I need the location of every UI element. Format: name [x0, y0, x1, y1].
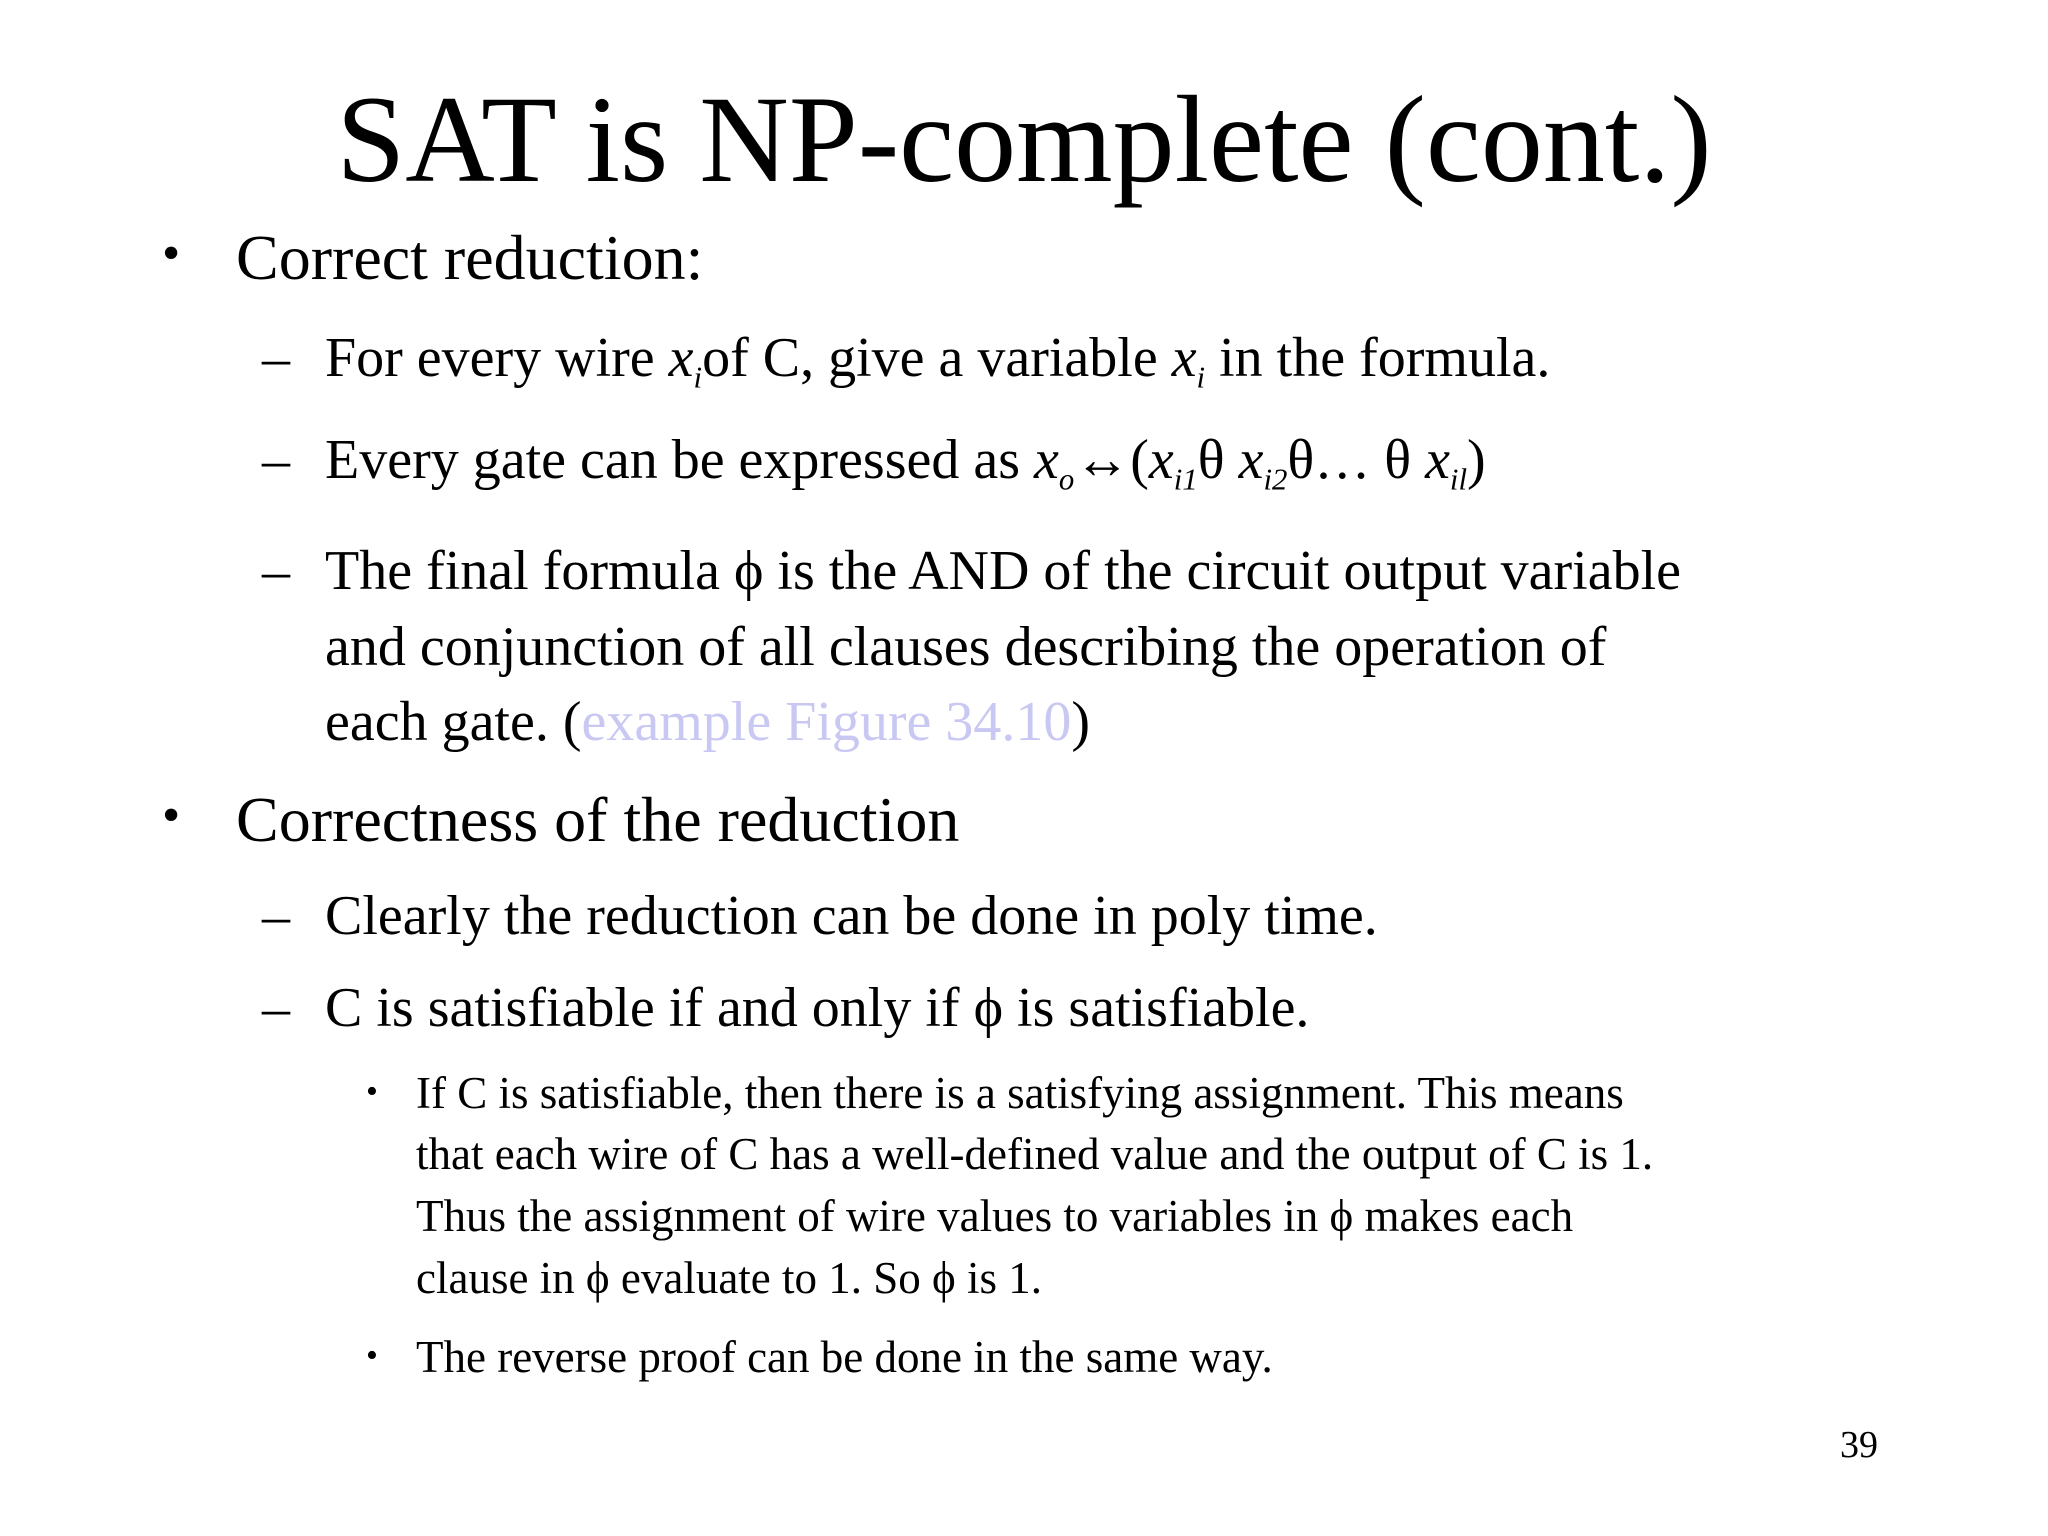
math-variable: x [1034, 429, 1059, 491]
bullet-marker: • [162, 225, 181, 282]
math-variable: x [1171, 327, 1197, 389]
bullet-text: Correctness of the reduction [236, 784, 960, 855]
text-segment: each gate. ( [325, 691, 582, 753]
subsubbullet-text: The reverse proof can be done in the same way. [416, 1332, 1273, 1382]
figure-link[interactable]: example Figure 34.10 [581, 691, 1072, 753]
subsubbullet-text-line3: Thus the assignment of wire values to variables in ϕ makes each [416, 1191, 1574, 1241]
text-segment: For every wire [325, 327, 669, 389]
dash-marker: – [262, 429, 290, 491]
math-variable: x [668, 327, 694, 389]
subbullet-text: C is satisfiable if and only if ϕ is satisfiable. [325, 977, 1310, 1039]
subsubbullet-text-line2: that each wire of C has a well-defined value and the output of C is 1. [416, 1129, 1654, 1179]
math-variable: x [1238, 429, 1264, 491]
math-subscript: i2 [1263, 462, 1288, 497]
math-operator: θ… θ [1287, 429, 1426, 491]
dash-marker: – [262, 327, 290, 389]
text-segment: ) [1071, 691, 1091, 753]
math-subscript: i [1196, 360, 1206, 395]
subbullet-text-line3 [325, 691, 1091, 753]
bullet-text: Correct reduction: [236, 222, 704, 293]
dash-marker: – [262, 885, 290, 947]
math-operator: θ [1197, 429, 1239, 491]
text-segment: of C, give a variable [702, 327, 1172, 389]
subsubbullet-text-line4: clause in ϕ evaluate to 1. So ϕ is 1. [416, 1253, 1043, 1303]
math-subscript: i1 [1173, 462, 1198, 497]
math-subscript: o [1058, 462, 1075, 497]
slide-title: SAT is NP-complete (cont.) [336, 71, 1712, 208]
math-variable: x [1148, 429, 1174, 491]
math-operator: ) [1467, 429, 1486, 491]
math-subscript: il [1449, 462, 1468, 497]
math-variable: x [1425, 429, 1450, 491]
text-segment: in the formula. [1205, 327, 1551, 389]
bullet-marker: • [162, 787, 181, 844]
subbullet-text-line2: and conjunction of all clauses describing the operation of [325, 616, 1607, 678]
subbullet-text [325, 429, 1486, 497]
subbullet-text [325, 327, 1551, 395]
page-number: 39 [1840, 1424, 1878, 1466]
subbullet-text: Clearly the reduction can be done in poly time. [325, 885, 1378, 947]
dash-marker: – [262, 540, 290, 602]
subbullet-text-line1: The final formula ϕ is the AND of the circuit output variable [325, 540, 1681, 602]
dash-marker: – [262, 977, 290, 1039]
text-segment: Every gate can be expressed as [325, 429, 1034, 491]
bullet-marker: • [366, 1073, 378, 1110]
subsubbullet-text-line1: If C is satisfiable, then there is a satisfying assignment. This means [416, 1068, 1624, 1118]
math-subscript: i [693, 360, 703, 395]
bullet-marker: • [366, 1337, 378, 1374]
math-operator: ↔( [1074, 429, 1149, 491]
